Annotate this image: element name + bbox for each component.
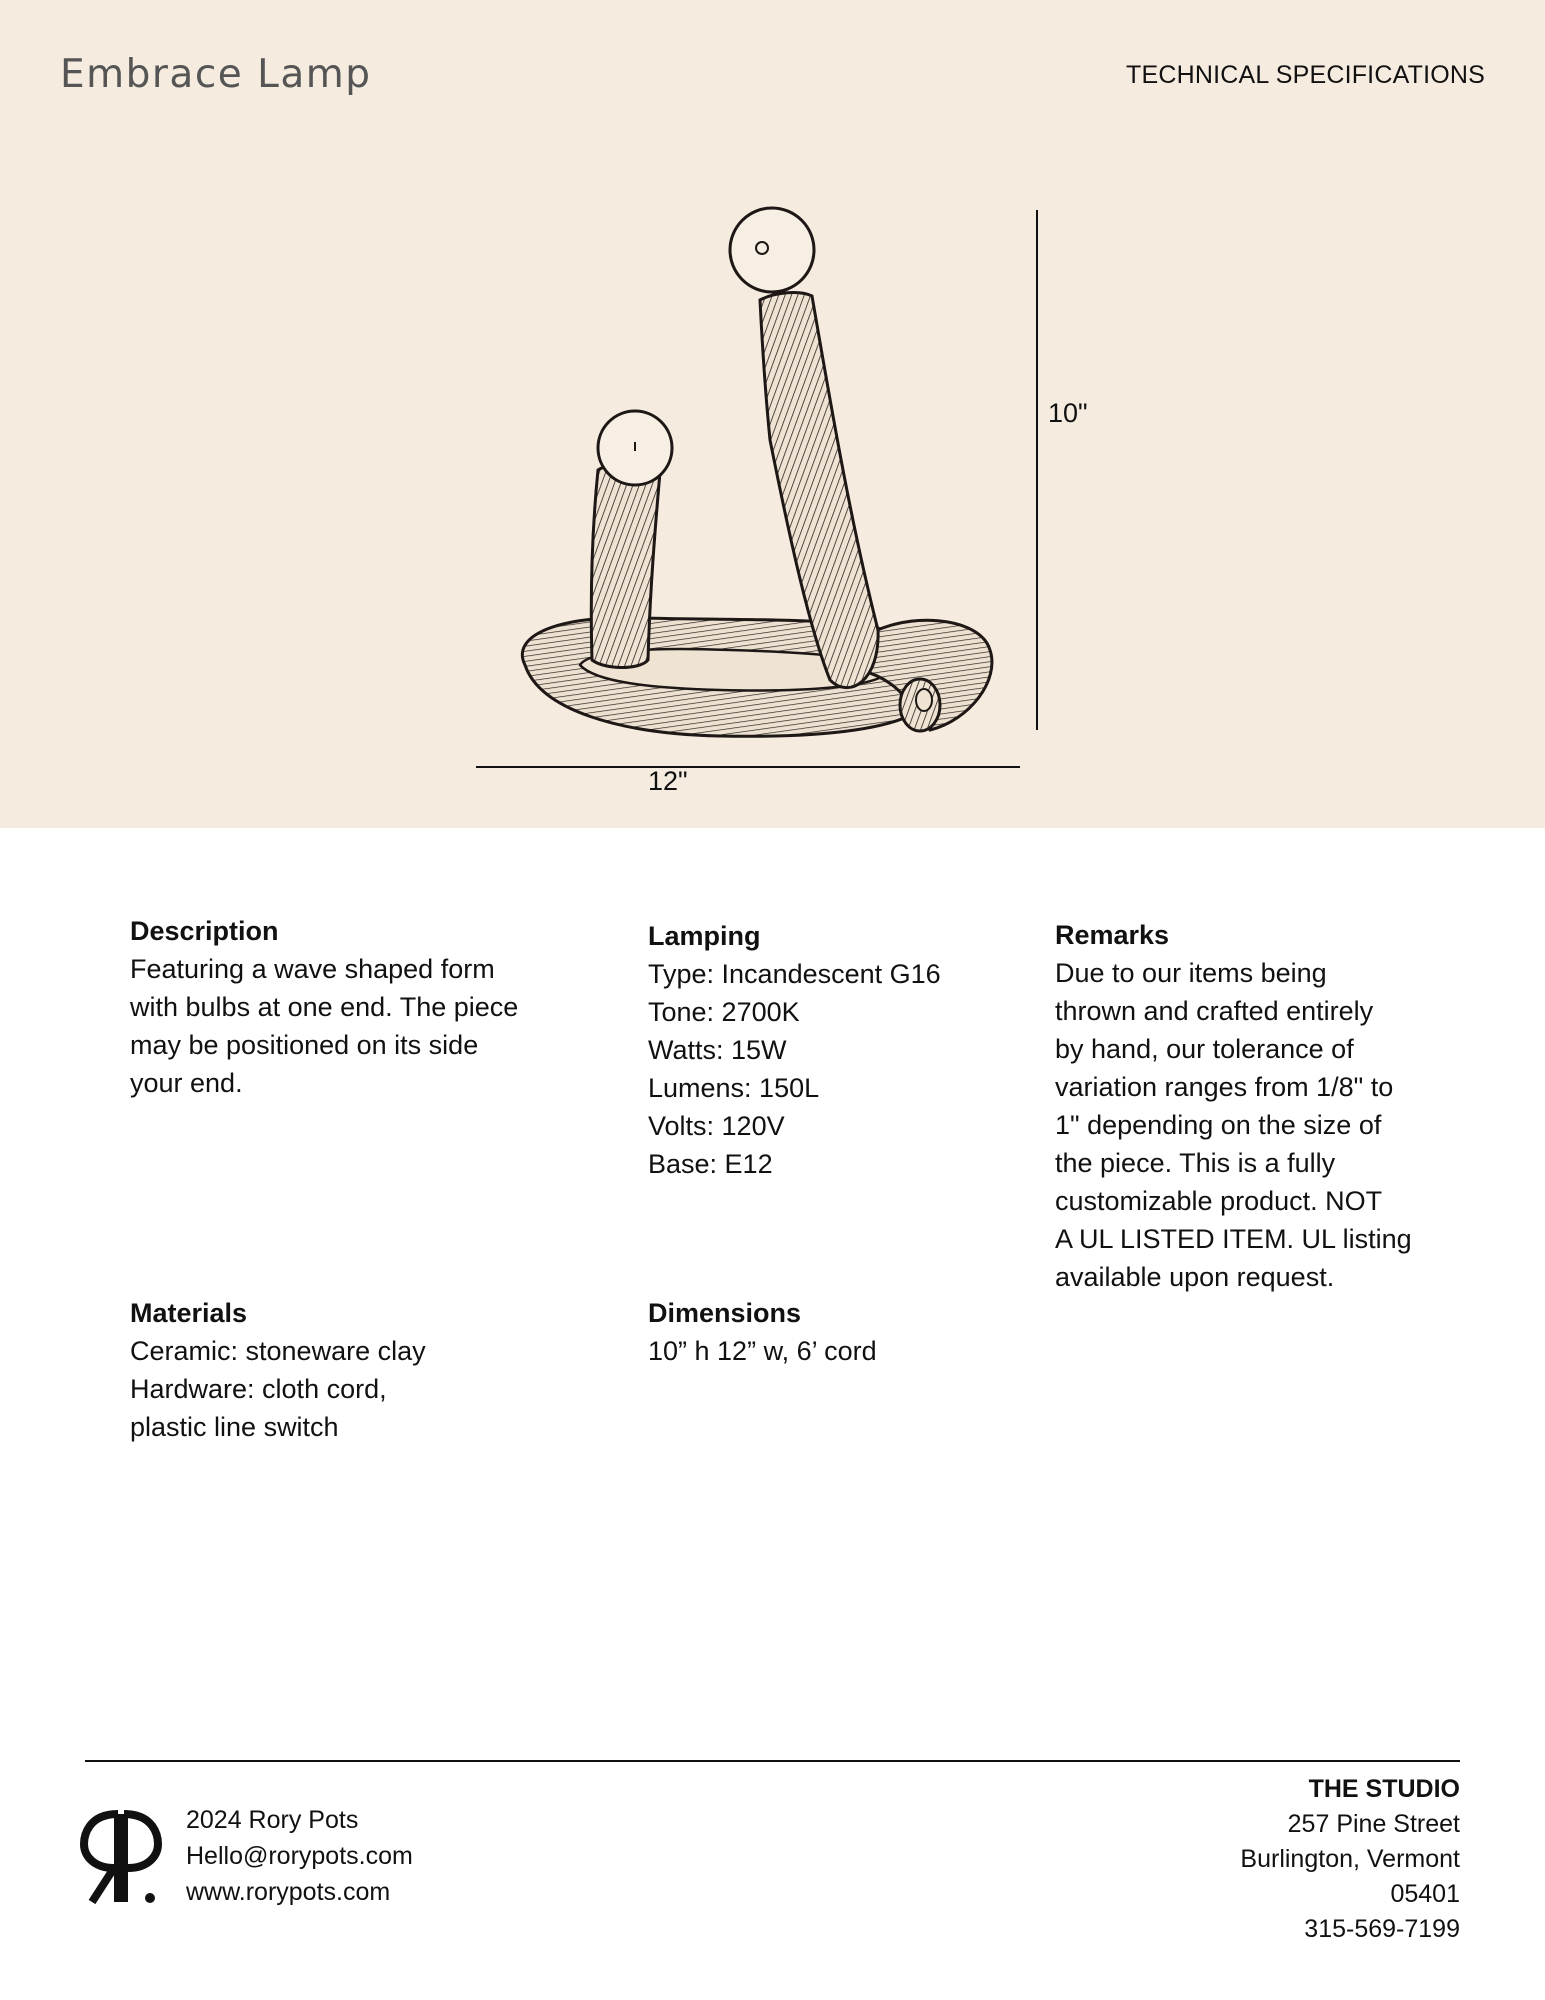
- lamp-illustration: [500, 200, 1020, 780]
- studio-street: 257 Pine Street: [1287, 1810, 1460, 1838]
- remarks-heading: Remarks: [1055, 920, 1170, 950]
- materials-section: [130, 1294, 426, 1446]
- studio-zip: 05401: [1390, 1880, 1460, 1908]
- description-text: Featuring a wave shaped form with bulbs at one end. The piece may be positioned on its side your end.: [130, 954, 519, 1098]
- width-dimension-label: 12": [648, 766, 688, 796]
- footer-contact: [186, 1802, 413, 1910]
- studio-city: Burlington, Vermont: [1240, 1845, 1460, 1873]
- remarks-section: [1055, 916, 1412, 1296]
- height-dimension-line: [1035, 210, 1039, 730]
- website-link[interactable]: www.rorypots.com: [186, 1878, 391, 1906]
- description-section: [130, 912, 518, 1102]
- studio-title: THE STUDIO: [1308, 1775, 1460, 1803]
- studio-phone[interactable]: 315-569-7199: [1304, 1915, 1460, 1943]
- footer-divider: [85, 1760, 1460, 1762]
- lamping-section: [648, 917, 941, 1183]
- width-dimension-line: [476, 765, 1020, 769]
- lamp-tall-arm: [730, 208, 878, 688]
- spec-heading: TECHNICAL SPECIFICATIONS: [1125, 61, 1485, 89]
- materials-heading: Materials: [130, 1298, 248, 1328]
- lamping-heading: Lamping: [648, 921, 761, 951]
- description-heading: Description: [130, 916, 279, 946]
- email-link[interactable]: Hello@rorypots.com: [186, 1842, 413, 1870]
- product-title: Embrace Lamp: [60, 52, 372, 97]
- materials-text: Ceramic: stoneware clay Hardware: cloth cord, plastic line switch: [130, 1336, 426, 1442]
- rp-monogram-logo: [78, 1808, 168, 1908]
- dimensions-heading: Dimensions: [648, 1298, 802, 1328]
- footer-studio-address: [1240, 1772, 1460, 1947]
- dimensions-text: 10” h 12” w, 6’ cord: [648, 1336, 877, 1366]
- hero-section: [0, 0, 1545, 828]
- remarks-text: Due to our items being thrown and crafted entirely by hand, our tolerance of variation ranges from 1/8" to 1" depending on the size of the piece. This is a fully customizable product. NOT A UL LISTED ITEM. UL listing available upon request.: [1055, 958, 1412, 1292]
- height-dimension-label: 10": [1048, 398, 1088, 428]
- dimensions-section: [648, 1294, 877, 1370]
- lamping-specs: Type: Incandescent G16 Tone: 2700K Watts: 15W Lumens: 150L Volts: 120V Base: E12: [648, 959, 941, 1179]
- copyright-text: 2024 Rory Pots: [186, 1806, 359, 1834]
